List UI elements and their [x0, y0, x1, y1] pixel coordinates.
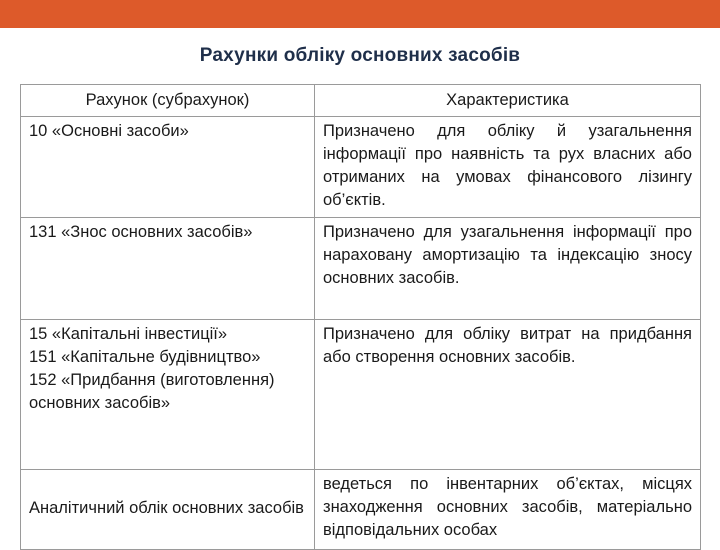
- account-line: 15 «Капітальні інвестиції»: [29, 325, 228, 343]
- table-row: [21, 470, 701, 550]
- account-line: 10 «Основні засоби»: [29, 122, 189, 140]
- header-account: Рахунок (субрахунок): [21, 85, 315, 117]
- account-line: 131 «Знос основних засобів»: [29, 223, 253, 241]
- account-line: 151 «Капітальне будівництво»: [29, 348, 261, 366]
- page-title: Рахунки обліку основних засобів: [199, 45, 521, 66]
- account-cell: [21, 470, 315, 550]
- table-row: [21, 117, 701, 218]
- account-cell: [21, 117, 315, 218]
- description-cell: Призначено для обліку й узагальнення інформації про наявність та рух власних або отриманих на умовах фінансового лізингу об’єктів.: [315, 117, 701, 218]
- account-cell: [21, 218, 315, 320]
- account-line: 152 «Придбання (виготовлення) основних засобів»: [29, 371, 275, 412]
- table-row: [21, 320, 701, 470]
- description-cell: Призначено для обліку витрат на придбання або створення основних засобів.: [315, 320, 701, 470]
- table-header-row: [21, 85, 701, 117]
- accounts-table: [20, 84, 701, 550]
- description-cell: Призначено для узагальнення інформації про нараховану амортизацію та індексацію зносу основних засобів.: [315, 218, 701, 320]
- header-description: Характеристика: [315, 85, 701, 117]
- account-cell: [21, 320, 315, 470]
- accent-bar: [0, 0, 720, 28]
- account-line: Аналітичний облік основних засобів: [29, 499, 304, 517]
- table-row: [21, 218, 701, 320]
- description-cell: ведеться по інвентарних об’єктах, місцях знаходження основних засобів, матеріально відповідальних особах: [315, 470, 701, 550]
